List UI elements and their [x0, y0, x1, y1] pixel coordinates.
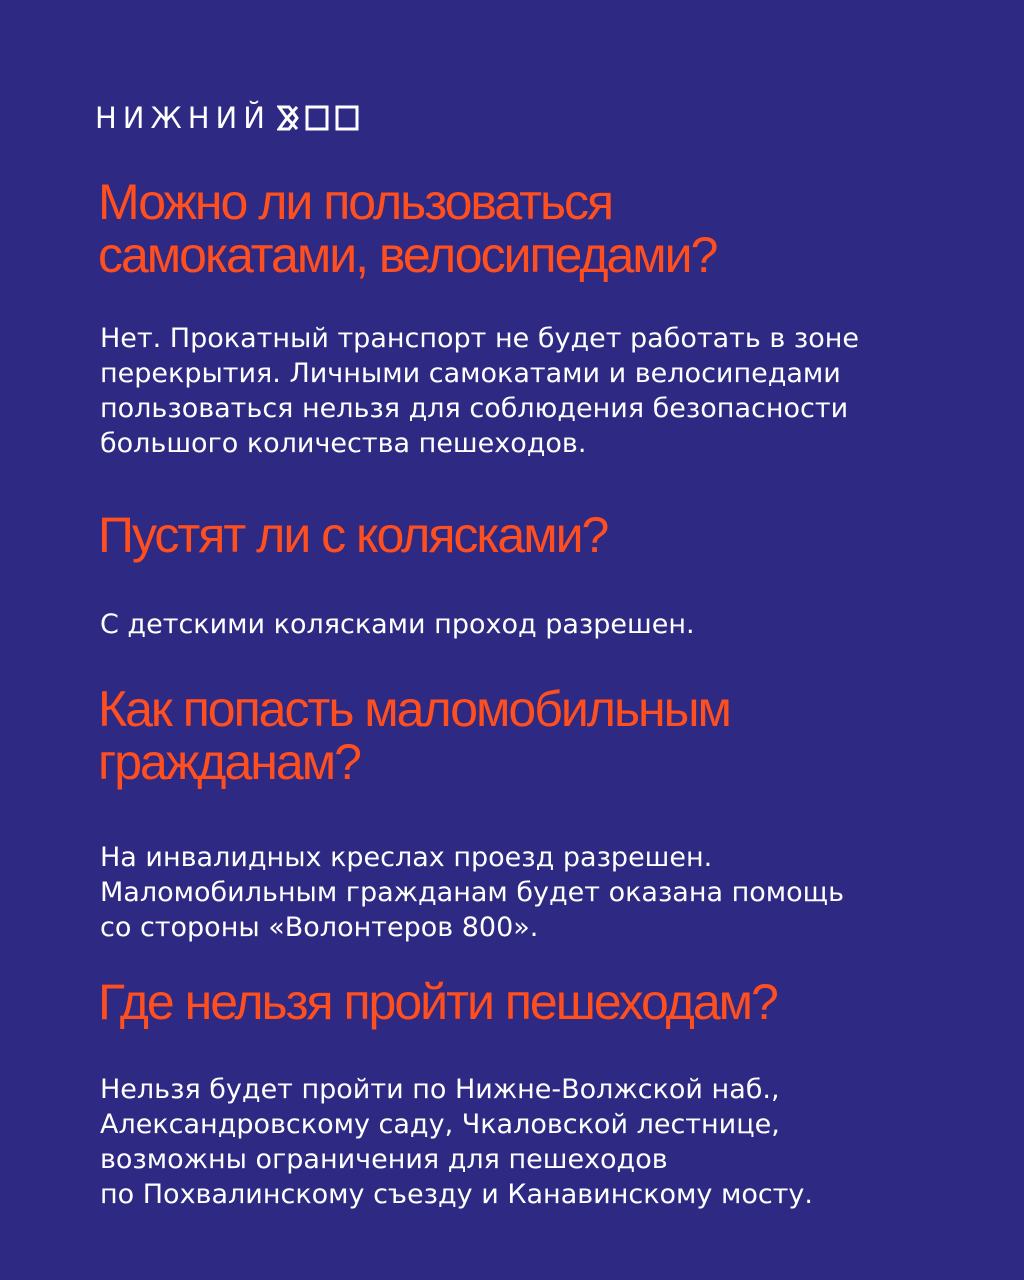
faq-question-2 — [98, 509, 607, 562]
faq-answer-line: Нет. Прокатный транспорт не будет работать в зоне — [100, 323, 860, 354]
faq-answer-4 — [100, 1072, 813, 1212]
faq-question-line: гражданам? — [98, 734, 360, 790]
faq-answer-line: со стороны «Волонтеров 800». — [100, 912, 539, 943]
faq-answer-line: На инвалидных креслах проезд разрешен. — [100, 842, 713, 873]
faq-question-4 — [98, 976, 777, 1029]
faq-answer-line: возможны ограничения для пешеходов — [100, 1144, 668, 1175]
faq-question-line: Где нельзя пройти пешеходам? — [98, 974, 777, 1030]
faq-answer-line: большого количества пешеходов. — [100, 428, 587, 459]
faq-answer-line: Нельзя будет пройти по Нижне-Волжской наб., — [100, 1074, 780, 1105]
faq-answer-line: по Похвалинскому съезду и Канавинскому мосту. — [100, 1179, 813, 1210]
faq-answer-line: Маломобильным гражданам будет оказана помощь — [100, 877, 845, 908]
faq-answer-line: перекрытия. Личными самокатами и велосипедами — [100, 358, 841, 389]
faq-question-1 — [98, 176, 716, 282]
faq-answer-2 — [100, 607, 695, 642]
brand-logo — [95, 100, 363, 136]
faq-question-3 — [98, 683, 730, 789]
logo-800-mark — [277, 103, 363, 133]
faq-answer-line: пользоваться нельзя для соблюдения безопасности — [100, 393, 849, 424]
faq-answer-1 — [100, 321, 859, 461]
faq-answer-line: Александровскому саду, Чкаловской лестнице, — [100, 1109, 780, 1140]
faq-question-line: Как попасть маломобильным — [98, 681, 730, 737]
faq-question-line: самокатами, велосипедами? — [98, 227, 717, 283]
logo-text: НИЖНИЙ — [95, 100, 271, 135]
faq-question-line: Можно ли пользоваться — [98, 174, 613, 230]
faq-question-line: Пустят ли с колясками? — [98, 507, 608, 563]
faq-answer-3 — [100, 840, 844, 945]
faq-answer-line: С детскими колясками проход разрешен. — [100, 609, 695, 640]
